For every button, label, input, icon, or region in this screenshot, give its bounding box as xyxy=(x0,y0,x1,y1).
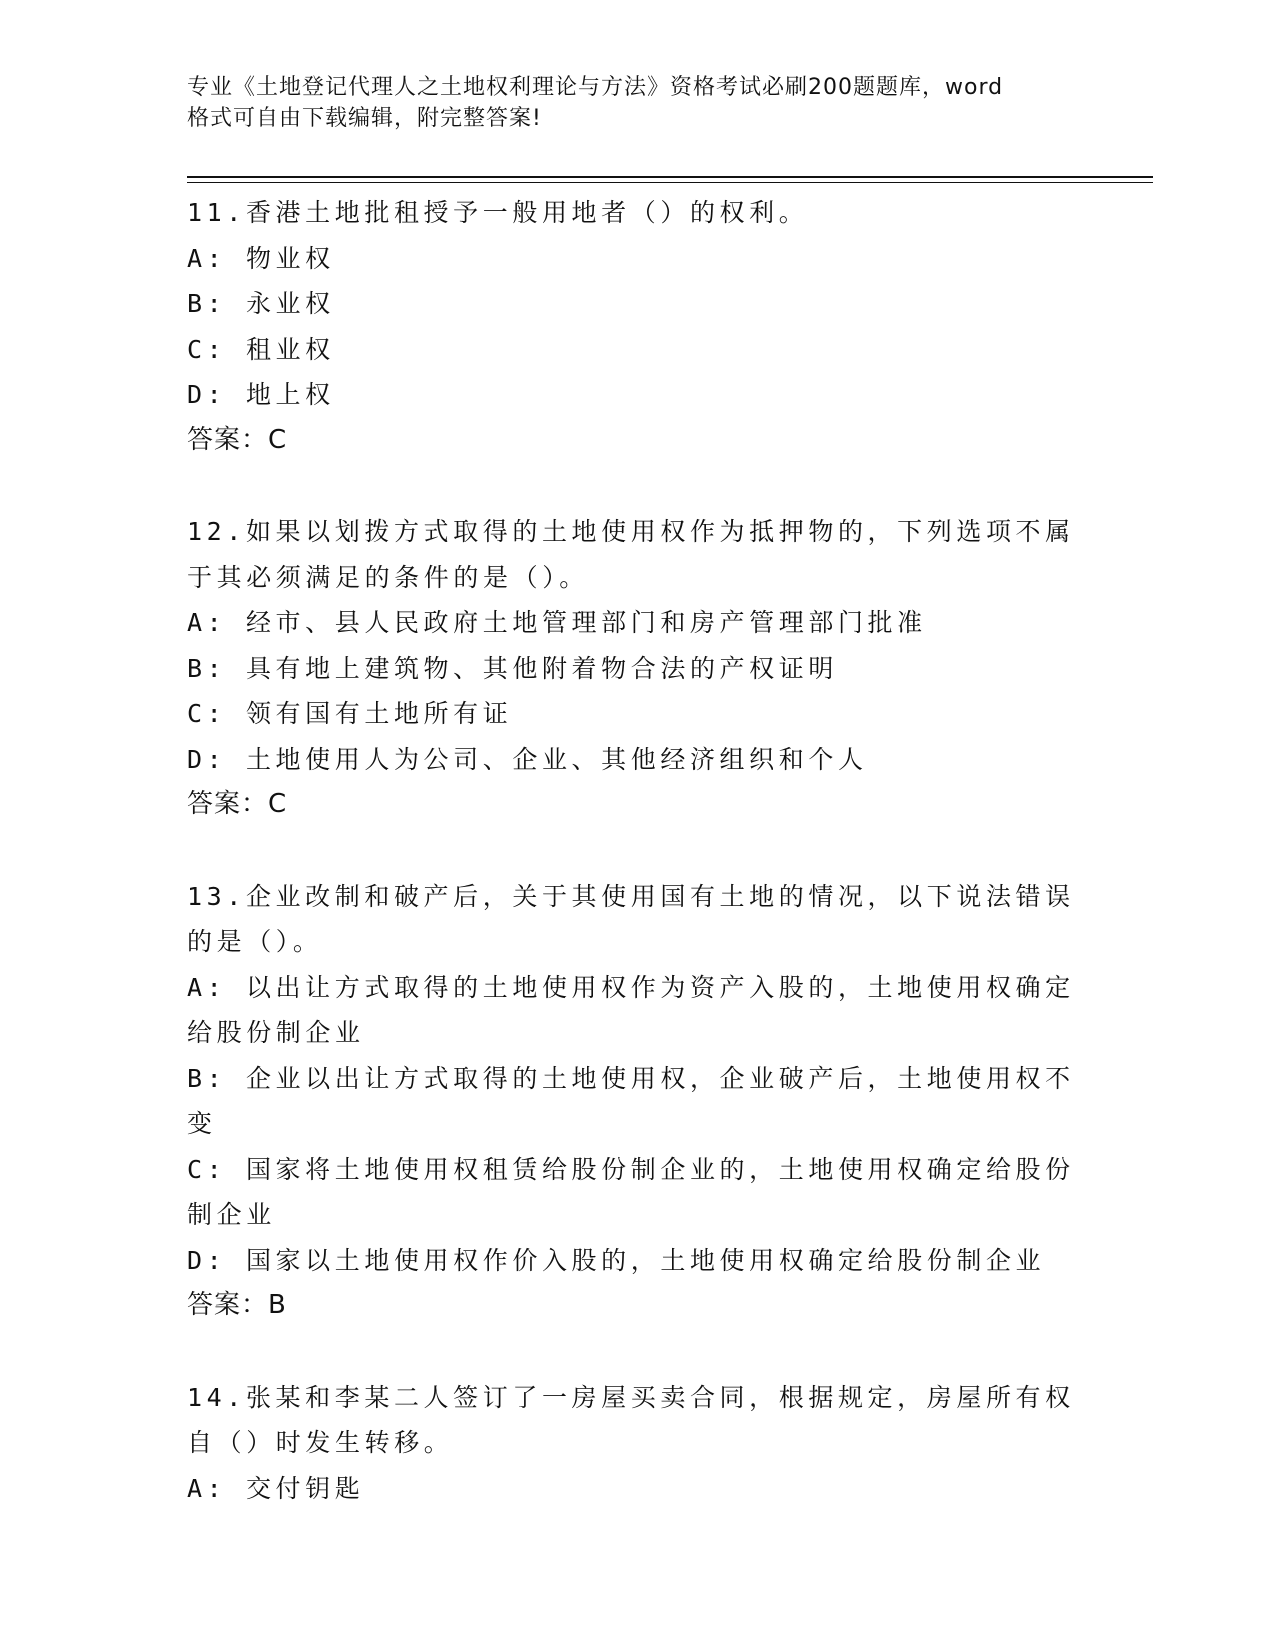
answer: 答案：C xyxy=(187,424,288,455)
option-c: C: 国家将土地使用权租赁给股份制企业的，土地使用权确定给股份制企业 xyxy=(187,1154,1075,1229)
question-stem: 14.张某和李某二人签订了一房屋买卖合同，根据规定，房屋所有权自（）时发生转移。 xyxy=(187,1382,1075,1457)
option-c: C: 领有国有土地所有证 xyxy=(187,699,513,728)
option-a: A: 物业权 xyxy=(187,243,335,273)
option-b: B: 具有地上建筑物、其他附着物合法的产权证明 xyxy=(187,653,838,683)
option-b: B: 永业权 xyxy=(187,289,335,318)
option-d: D: 国家以土地使用权作价入股的，土地使用权确定给股份制企业 xyxy=(187,1245,1046,1275)
header-line-2: 格式可自由下载编辑，附完整答案! xyxy=(187,106,542,131)
option-c: C: 租业权 xyxy=(187,334,335,364)
header-divider xyxy=(187,176,1153,183)
question-13 xyxy=(187,874,1087,1329)
option-b: B: 企业以出让方式取得的土地使用权，企业破产后，土地使用权不变 xyxy=(187,1063,1075,1138)
answer: 答案：B xyxy=(187,1290,287,1320)
question-list xyxy=(187,190,1087,1557)
answer: 答案：C xyxy=(187,789,288,819)
question-stem: 13.企业改制和破产后，关于其使用国有土地的情况，以下说法错误的是（）。 xyxy=(187,881,1075,956)
header-line-1: 专业《土地登记代理人之土地权利理论与方法》资格考试必刷200题题库，word xyxy=(187,75,1004,100)
option-a: A: 交付钥匙 xyxy=(187,1473,365,1503)
document-header xyxy=(187,72,1087,134)
option-d: D: 地上权 xyxy=(187,380,335,409)
option-a: A: 以出让方式取得的土地使用权作为资产入股的，土地使用权确定给股份制企业 xyxy=(187,972,1075,1047)
question-stem: 11.香港土地批租授予一般用地者（）的权利。 xyxy=(187,198,809,227)
question-stem: 12.如果以划拨方式取得的土地使用权作为抵押物的，下列选项不属于其必须满足的条件的是（）。 xyxy=(187,517,1075,592)
option-d: D: 土地使用人为公司、企业、其他经济组织和个人 xyxy=(187,744,868,774)
question-11 xyxy=(187,190,1087,463)
option-a: A: 经市、县人民政府土地管理部门和房产管理部门批准 xyxy=(187,608,927,637)
question-12 xyxy=(187,509,1087,828)
question-14 xyxy=(187,1375,1087,1512)
